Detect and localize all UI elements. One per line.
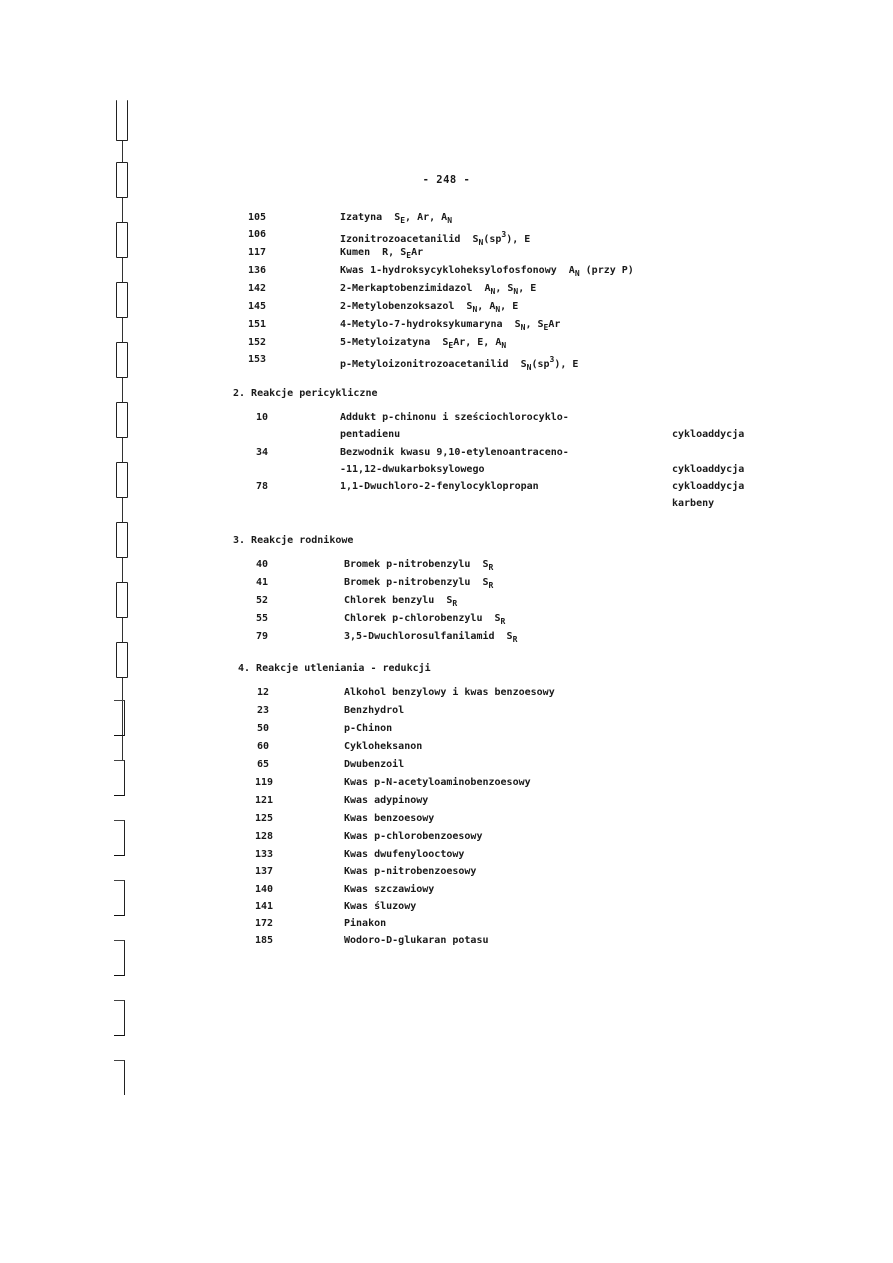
item-number: 105: [248, 212, 267, 223]
binder-ring: [116, 642, 128, 678]
binder-ring: [116, 222, 128, 258]
reaction-class: cykloaddycja: [672, 481, 745, 492]
compound-name: Kwas benzoesowy: [344, 813, 435, 824]
section-3-title: 3. Reakcje rodnikowe: [233, 535, 354, 546]
compound-name: 2-Merkaptobenzimidazol $A_N$, $S_N$, E: [340, 283, 537, 296]
compound-name: Wodoro-D-glukaran potasu: [344, 935, 489, 946]
item-number: 153: [248, 354, 267, 365]
compound-name: -11,12-dwukarboksylowego: [340, 464, 485, 475]
item-number: 137: [255, 866, 274, 877]
compound-name: Bezwodnik kwasu 9,10-etylenoantraceno-: [340, 447, 569, 458]
item-number: 151: [248, 319, 267, 330]
compound-name: Dwubenzoil: [344, 759, 405, 770]
item-number: 136: [248, 265, 267, 276]
item-number: 142: [248, 283, 267, 294]
compound-name: Kwas dwufenylooctowy: [344, 849, 465, 860]
compound-name: p-Metyloizonitrozoacetanilid $S_N(sp^3)$, E: [340, 355, 579, 372]
binder-clip: [114, 940, 125, 976]
page-number: - 248 -: [422, 174, 471, 186]
compound-name: 4-Metylo-7-hydroksykumaryna $S_N$, $S_EAr$: [340, 319, 561, 332]
compound-name: 2-Metylobenzoksazol $S_N$, $A_N$, E: [340, 301, 519, 314]
compound-name: 5-Metyloizatyna $S_EAr$, E, $A_N$: [340, 337, 507, 350]
binder-ring: [116, 462, 128, 498]
compound-name: p-Chinon: [344, 723, 393, 734]
reaction-class: cykloaddycja: [672, 464, 745, 475]
binder-clip: [114, 820, 125, 856]
item-number: 50: [257, 723, 270, 734]
item-number: 117: [248, 247, 267, 258]
compound-name: Kwas p-chlorobenzoesowy: [344, 831, 483, 842]
item-number: 52: [256, 595, 269, 606]
binder-ring: [116, 282, 128, 318]
item-number: 40: [256, 559, 269, 570]
item-number: 23: [257, 705, 270, 716]
binder-ring: [116, 582, 128, 618]
binder-clip: [114, 1060, 125, 1095]
item-number: 106: [248, 229, 267, 240]
item-number: 133: [255, 849, 274, 860]
item-number: 65: [257, 759, 270, 770]
item-number: 172: [255, 918, 274, 929]
compound-name: Izatyna $S_E$, Ar, $A_N$: [340, 212, 453, 225]
binder-ring: [116, 342, 128, 378]
item-number: 78: [256, 481, 269, 492]
compound-name: Kumen R, $S_EAr$: [340, 247, 424, 260]
item-number: 145: [248, 301, 267, 312]
section-4-title: 4. Reakcje utleniania - redukcji: [238, 663, 431, 674]
binder-rings: [112, 100, 152, 1090]
binder-ring: [116, 100, 128, 141]
item-number: 55: [256, 613, 269, 624]
compound-name: Kwas adypinowy: [344, 795, 429, 806]
compound-name: Chlorek benzylu $S_R$: [344, 595, 458, 608]
item-number: 41: [256, 577, 269, 588]
compound-name: Izonitrozoacetanilid $S_N(sp^3)$, E: [340, 230, 531, 247]
compound-name: 1,1-Dwuchloro-2-fenylocyklopropan: [340, 481, 539, 492]
item-number: 10: [256, 412, 269, 423]
compound-name: Cykloheksanon: [344, 741, 423, 752]
item-number: 12: [257, 687, 270, 698]
compound-name: Kwas szczawiowy: [344, 884, 435, 895]
binder-clip: [114, 880, 125, 916]
compound-name: Bromek p-nitrobenzylu $S_R$: [344, 577, 494, 590]
item-number: 60: [257, 741, 270, 752]
compound-name: Bromek p-nitrobenzylu $S_R$: [344, 559, 494, 572]
item-number: 152: [248, 337, 267, 348]
item-number: 34: [256, 447, 269, 458]
compound-name: Kwas p-nitrobenzoesowy: [344, 866, 477, 877]
binder-clip: [114, 760, 125, 796]
item-number: 128: [255, 831, 274, 842]
compound-name: Chlorek p-chlorobenzylu $S_R$: [344, 613, 506, 626]
section-2-title: 2. Reakcje pericykliczne: [233, 388, 378, 399]
item-number: 141: [255, 901, 274, 912]
compound-name: Pinakon: [344, 918, 387, 929]
compound-name: Kwas p-N-acetyloaminobenzoesowy: [344, 777, 531, 788]
compound-name: Kwas 1-hydroksycykloheksylofosfonowy $A_N$ (przy P): [340, 265, 634, 278]
item-number: 119: [255, 777, 274, 788]
item-number: 79: [256, 631, 269, 642]
item-number: 185: [255, 935, 274, 946]
item-number: 140: [255, 884, 274, 895]
item-number: 121: [255, 795, 274, 806]
item-number: 125: [255, 813, 274, 824]
binder-ring: [116, 522, 128, 558]
reaction-class: cykloaddycja: [672, 429, 745, 440]
reaction-class: karbeny: [672, 498, 715, 509]
binder-clip: [114, 1000, 125, 1036]
binder-ring: [116, 402, 128, 438]
compound-name: 3,5-Dwuchlorosulfanilamid $S_R$: [344, 631, 518, 644]
compound-name: pentadienu: [340, 429, 401, 440]
compound-name: Addukt p-chinonu i sześciochlorocyklo-: [340, 412, 569, 423]
compound-name: Kwas śluzowy: [344, 901, 417, 912]
compound-name: Alkohol benzylowy i kwas benzoesowy: [344, 687, 555, 698]
compound-name: Benzhydrol: [344, 705, 405, 716]
binder-clip: [114, 700, 125, 736]
